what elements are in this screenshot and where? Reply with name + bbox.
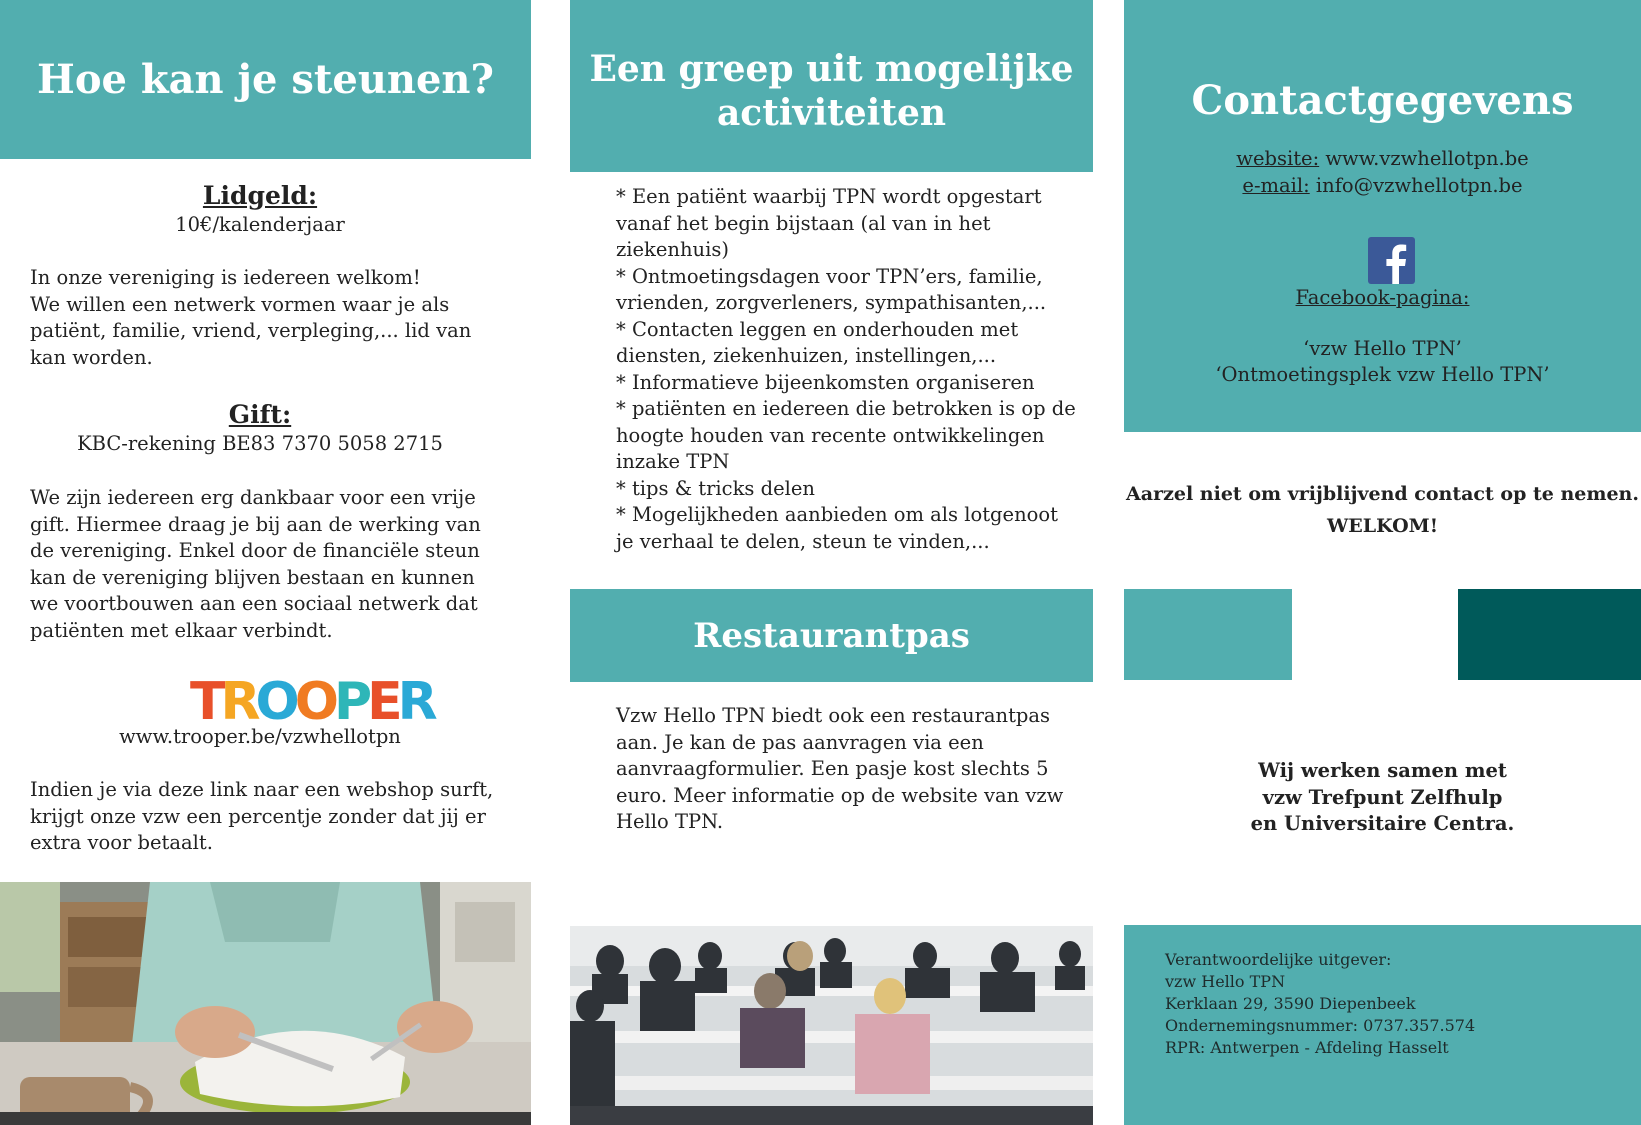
text-line: aan. Je kan de pas aanvragen via een — [616, 730, 984, 754]
decor-block-dark-teal — [1458, 589, 1641, 680]
list-item: vanaf het begin bijstaan (al van in het — [616, 211, 991, 235]
contact-title: Contactgegevens — [1191, 76, 1574, 124]
list-item: ziekenhuis) — [616, 238, 729, 261]
text-line: kan worden. — [30, 345, 153, 369]
list-item: * Een patiënt waarbij TPN wordt opgestart — [616, 185, 1042, 208]
text-line: We willen een netwerk vormen waar je als — [30, 292, 450, 316]
panel-support — [0, 0, 531, 1125]
publisher-text — [1165, 949, 1475, 1059]
text-line: Kerklaan 29, 3590 Diepenbeek — [1165, 994, 1416, 1013]
activities-title-line-2: activiteiten — [716, 92, 947, 134]
photo-meal — [0, 882, 531, 1125]
text-line: krijgt onze vzw een percentje zonder dat jij er — [30, 804, 486, 828]
email-line — [1124, 173, 1641, 200]
list-item: * Contacten leggen en onderhouden met — [616, 317, 1019, 341]
text-line: we voortbouwen aan een sociaal netwerk dat — [30, 592, 478, 615]
gift-text — [30, 485, 520, 644]
website-line — [1124, 146, 1641, 173]
email-label: e-mail: — [1242, 173, 1310, 197]
trooper-logo: TROOPER — [190, 672, 433, 732]
text-line: euro. Meer informatie op de website van vzw — [616, 783, 1064, 807]
website-label: website: — [1236, 147, 1320, 170]
facebook-block — [1124, 285, 1641, 389]
text-line: vzw Hello TPN — [1165, 972, 1286, 991]
gift-title: Gift: — [228, 400, 292, 429]
restaurant-header — [570, 589, 1093, 682]
trooper-url[interactable]: www.trooper.be/vzwhellotpn — [119, 725, 401, 748]
lidgeld-block — [0, 180, 520, 239]
list-item: * Informatieve bijeenkomsten organiseren — [616, 370, 1035, 394]
list-item: * patiënten en iedereen die betrokken is op de — [616, 397, 1076, 420]
text-line: aanvraagformulier. Een pasje kost slechts 5 — [616, 757, 1049, 780]
contact-header — [1124, 70, 1641, 130]
panel-contact — [1124, 0, 1641, 1125]
website-link[interactable]: www.vzwhellotpn.be — [1319, 147, 1529, 170]
decor-block-teal — [1124, 589, 1292, 680]
text-line: RPR: Antwerpen - Afdeling Hasselt — [1165, 1038, 1449, 1057]
text-line: de vereniging. Enkel door de financiële steun — [30, 539, 480, 562]
text-line: We zijn iedereen erg dankbaar voor een vrije — [30, 486, 476, 509]
photo-meal-illustration — [0, 882, 531, 1125]
text-line: Ondernemingsnummer: 0737.357.574 — [1165, 1016, 1476, 1035]
contact-invite-text: Aarzel niet om vrijblijvend contact op te nemen. — [1126, 483, 1639, 505]
activities-header — [570, 0, 1093, 172]
publisher-block — [1124, 925, 1641, 1125]
text-line: gift. Hiermee draag je bij aan de werking van — [30, 512, 481, 536]
photo-meeting-illustration — [570, 926, 1093, 1125]
text-line: Vzw Hello TPN biedt ook een restaurantpas — [616, 704, 1051, 727]
list-item: * Mogelijkheden aanbieden om als lotgenoot — [616, 503, 1058, 526]
text-line: en Universitaire Centra. — [1250, 812, 1515, 835]
email-link[interactable]: info@vzwhellotpn.be — [1309, 173, 1523, 197]
lidgeld-value: 10€/kalenderjaar — [175, 213, 345, 236]
text-line: vzw Trefpunt Zelfhulp — [1262, 785, 1503, 809]
text-line: extra voor betaalt. — [30, 831, 213, 854]
list-item: je verhaal te delen, steun te vinden,... — [616, 529, 990, 553]
restaurant-title: Restaurantpas — [693, 615, 970, 656]
facebook-label: Facebook-pagina: — [1295, 286, 1470, 309]
list-item: * Ontmoetingsdagen voor TPN’ers, familie, — [616, 264, 1043, 288]
list-item: vrienden, zorgverleners, sympathisanten,... — [616, 291, 1047, 314]
facebook-page-1[interactable]: ‘vzw Hello TPN’ — [1303, 336, 1462, 360]
text-line: In onze vereniging is iedereen welkom! — [30, 266, 421, 289]
welcome-text: WELKOM! — [1326, 515, 1439, 537]
text-line: Indien je via deze link naar een webshop surft, — [30, 778, 494, 801]
text-line: patiënt, familie, vriend, verpleging,... lid van — [30, 319, 472, 342]
facebook-f-glyph — [1368, 237, 1415, 284]
gift-account: KBC-rekening BE83 7370 5058 2715 — [77, 432, 443, 455]
lidgeld-title: Lidgeld: — [202, 181, 318, 210]
text-line: Verantwoordelijke uitgever: — [1165, 950, 1392, 969]
activities-list — [616, 184, 1086, 555]
welcome-text — [30, 265, 510, 371]
list-item: inzake TPN — [616, 450, 730, 473]
text-line: kan de vereniging blijven bestaan en kunnen — [30, 565, 475, 589]
partners-text — [1124, 758, 1641, 838]
activities-title-line-1: Een greep uit mogelijke — [589, 48, 1074, 90]
photo-meeting — [570, 926, 1093, 1125]
contact-invite — [1124, 478, 1641, 542]
facebook-page-2[interactable]: ‘Ontmoetingsplek vzw Hello TPN’ — [1215, 363, 1550, 386]
text-line: Wij werken samen met — [1258, 759, 1507, 782]
gift-block — [0, 399, 520, 458]
text-line: patiënten met elkaar verbindt. — [30, 618, 333, 642]
list-item: * tips & tricks delen — [616, 476, 815, 500]
trooper-text — [30, 777, 525, 857]
facebook-icon[interactable] — [1368, 237, 1415, 284]
list-item: diensten, ziekenhuizen, instellingen,... — [616, 344, 997, 367]
restaurant-text — [616, 703, 1086, 836]
trooper-link[interactable] — [0, 724, 520, 751]
support-header — [0, 0, 531, 159]
list-item: hoogte houden van recente ontwikkelingen — [616, 423, 1045, 447]
contact-details — [1124, 146, 1641, 199]
panel-activities — [570, 0, 1093, 1125]
text-line: Hello TPN. — [616, 810, 724, 833]
support-title: Hoe kan je steunen? — [37, 56, 494, 103]
